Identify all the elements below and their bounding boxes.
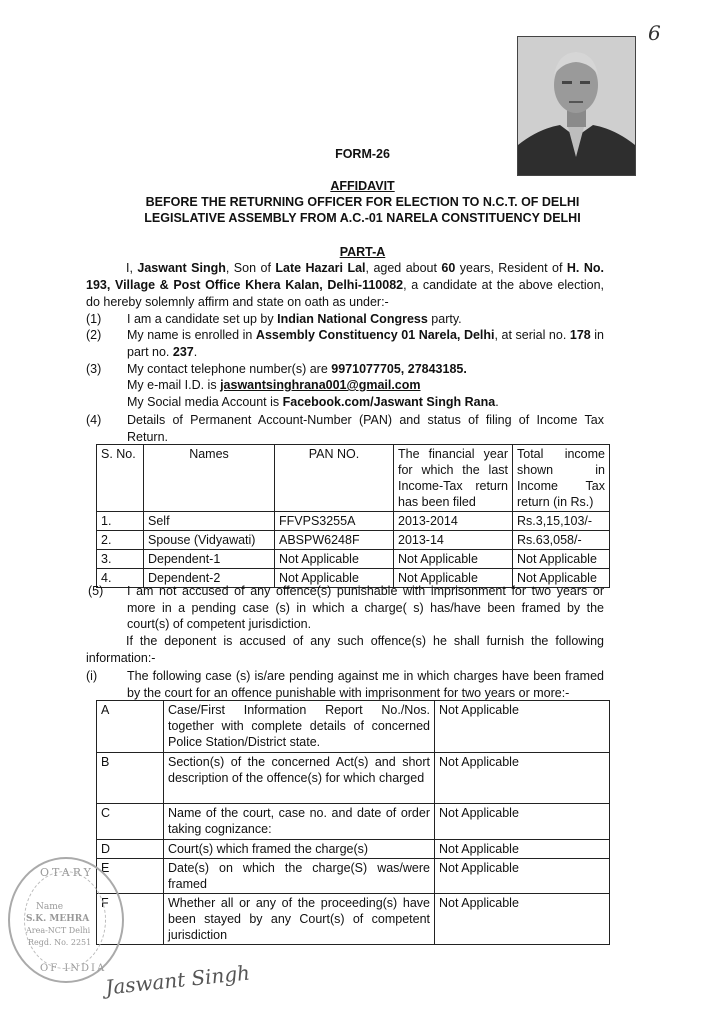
pan-cell: Spouse (Vidyawati) <box>144 531 275 550</box>
candidate-address: H. No. 193, Village & Post Office Khera Kalan, Delhi-110082 <box>86 261 604 292</box>
item-5-number: (5) <box>88 584 104 598</box>
case-cell: Section(s) of the concerned Act(s) and short description of the offence(s) for which charged <box>164 753 435 804</box>
pan-cell: 2. <box>97 531 144 550</box>
pan-cell: Not Applicable <box>513 569 610 588</box>
pan-header-total-income: Total income shown in Income Tax return (in Rs.) <box>513 445 610 512</box>
candidate-age: 60 <box>441 261 456 275</box>
party-name: Indian National Congress <box>277 312 428 326</box>
father-name: Late Hazari Lal <box>275 261 366 275</box>
pan-cell: Dependent-1 <box>144 550 275 569</box>
item-3-number: (3) <box>86 362 102 376</box>
case-cell: F <box>97 894 164 945</box>
social-media-account: Facebook.com/Jaswant Singh Rana <box>282 395 496 409</box>
pan-header-sno: S. No. <box>97 445 144 512</box>
table-row <box>97 894 610 945</box>
item-2-number: (2) <box>86 328 102 342</box>
case-cell: Not Applicable <box>435 894 610 945</box>
item-i-number: (i) <box>86 669 98 683</box>
constituency-name: Assembly Constituency 01 Narela, Delhi <box>255 328 495 342</box>
stamp-line-2: S.K. MEHRA <box>26 914 90 924</box>
pan-table-header-row <box>97 445 610 512</box>
part-a-heading: PART-A <box>339 245 386 259</box>
table-row <box>97 840 610 859</box>
candidate-name: Jaswant Singh <box>137 261 226 275</box>
pan-cell: Not Applicable <box>394 569 513 588</box>
item-3-phone: My contact telephone number(s) are 9971077705, 27843185. <box>127 362 467 376</box>
case-cell: Not Applicable <box>435 701 610 753</box>
table-row <box>97 550 610 569</box>
stamp-line-1: Name <box>36 902 64 912</box>
pan-cell: Not Applicable <box>394 550 513 569</box>
pan-cell: Self <box>144 512 275 531</box>
table-row <box>97 701 610 753</box>
heading-line-1: BEFORE THE RETURNING OFFICER FOR ELECTION TO N.C.T. OF DELHI <box>145 195 580 209</box>
case-cell: Not Applicable <box>435 753 610 804</box>
case-cell: C <box>97 804 164 840</box>
pan-cell: 2013-14 <box>394 531 513 550</box>
item-i-text: The following case (s) is/are pending against me in which charges have been framed by the court for an offence punishable with imprisonment for two years or more:- <box>127 669 604 700</box>
item-3-social: My Social media Account is Facebook.com/Jaswant Singh Rana. <box>127 395 499 409</box>
case-cell: Court(s) which framed the charge(s) <box>164 840 435 859</box>
pan-cell: Rs.3,15,103/- <box>513 512 610 531</box>
pan-cell: FFVPS3255A <box>275 512 394 531</box>
pan-cell: ABSPW6248F <box>275 531 394 550</box>
table-row <box>97 804 610 840</box>
case-cell: Not Applicable <box>435 804 610 840</box>
phone-numbers: 9971077705, 27843185. <box>331 362 467 376</box>
table-row <box>97 512 610 531</box>
pan-header-names: Names <box>144 445 275 512</box>
stamp-line-3: Area-NCT Delhi <box>26 926 91 935</box>
stamp-bottom-text: OF INDIA <box>40 963 107 974</box>
case-cell: Case/First Information Report No./Nos. together with complete details of concerned Police Station/District state. <box>164 701 435 753</box>
pan-cell: 2013-2014 <box>394 512 513 531</box>
case-cell: Not Applicable <box>435 840 610 859</box>
serial-number: 178 <box>569 328 591 342</box>
case-cell: B <box>97 753 164 804</box>
heading-line-2: LEGISLATIVE ASSEMBLY FROM A.C.-01 NARELA CONSTITUENCY DELHI <box>144 211 581 225</box>
pan-cell: Not Applicable <box>275 550 394 569</box>
stamp-top-text: OTARY <box>40 866 94 879</box>
case-cell: A <box>97 701 164 753</box>
form-number: FORM-26 <box>335 147 390 161</box>
table-row <box>97 753 610 804</box>
pan-cell: 4. <box>97 569 144 588</box>
item-4-number: (4) <box>86 413 102 427</box>
affidavit-heading: AFFIDAVIT <box>330 179 395 193</box>
table-row <box>97 531 610 550</box>
case-cell: Not Applicable <box>435 859 610 894</box>
pan-cell: Rs.63,058/- <box>513 531 610 550</box>
notary-stamp <box>8 857 124 983</box>
page-number-mark: 6 <box>648 21 661 45</box>
pan-cell: Not Applicable <box>513 550 610 569</box>
pan-table <box>96 444 610 588</box>
item-1-number: (1) <box>86 312 102 326</box>
item-5-text: I am not accused of any offence(s) punishable with imprisonment for two years or more in a pending case (s) in which a charge( s) has/have been framed by the court(s) of competent jurisdiction. <box>127 584 604 631</box>
case-table <box>96 700 610 945</box>
case-cell: E <box>97 859 164 894</box>
signature: Jaswant Singh <box>104 960 252 1000</box>
intro-paragraph: I, Jaswant Singh, Son of Late Hazari Lal, aged about 60 years, Resident of H. No. 193, Village & Post Office Khera Kalan, Delhi-110082, a candidate at the above election, do hereby solemnly affirm and state on oath as under:- <box>86 261 605 309</box>
pan-cell: 1. <box>97 512 144 531</box>
stamp-line-4: Regd. No. 2251 <box>28 938 92 947</box>
pan-cell: 3. <box>97 550 144 569</box>
pan-header-financial-year: The financial year for which the last Income-Tax return has been filed <box>394 445 513 512</box>
case-cell: Whether all or any of the proceeding(s) have been stayed by any Court(s) of competent jurisdiction <box>164 894 435 945</box>
item-1-text: I am a candidate set up by Indian National Congress party. <box>127 312 462 326</box>
item-5-continuation: If the deponent is accused of any such offence(s) he shall furnish the following information:- <box>86 634 604 665</box>
case-cell: Name of the court, case no. and date of order taking cognizance: <box>164 804 435 840</box>
part-number: 237 <box>172 344 194 359</box>
item-2-text: My name is enrolled in Assembly Constituency 01 Narela, Delhi, at serial no. 178 in part no. 237. <box>127 328 605 359</box>
pan-header-pan: PAN NO. <box>275 445 394 512</box>
pan-cell: Dependent-2 <box>144 569 275 588</box>
item-4-text: Details of Permanent Account-Number (PAN) and status of filing of Income Tax Return. <box>127 413 604 444</box>
pan-cell: Not Applicable <box>275 569 394 588</box>
table-row <box>97 859 610 894</box>
case-cell: Date(s) on which the charge(S) was/were framed <box>164 859 435 894</box>
email-link[interactable]: jaswantsinghrana001@gmail.com <box>220 378 421 392</box>
item-3-email: My e-mail I.D. is jaswantsinghrana001@gmail.com <box>127 378 421 392</box>
case-cell: D <box>97 840 164 859</box>
